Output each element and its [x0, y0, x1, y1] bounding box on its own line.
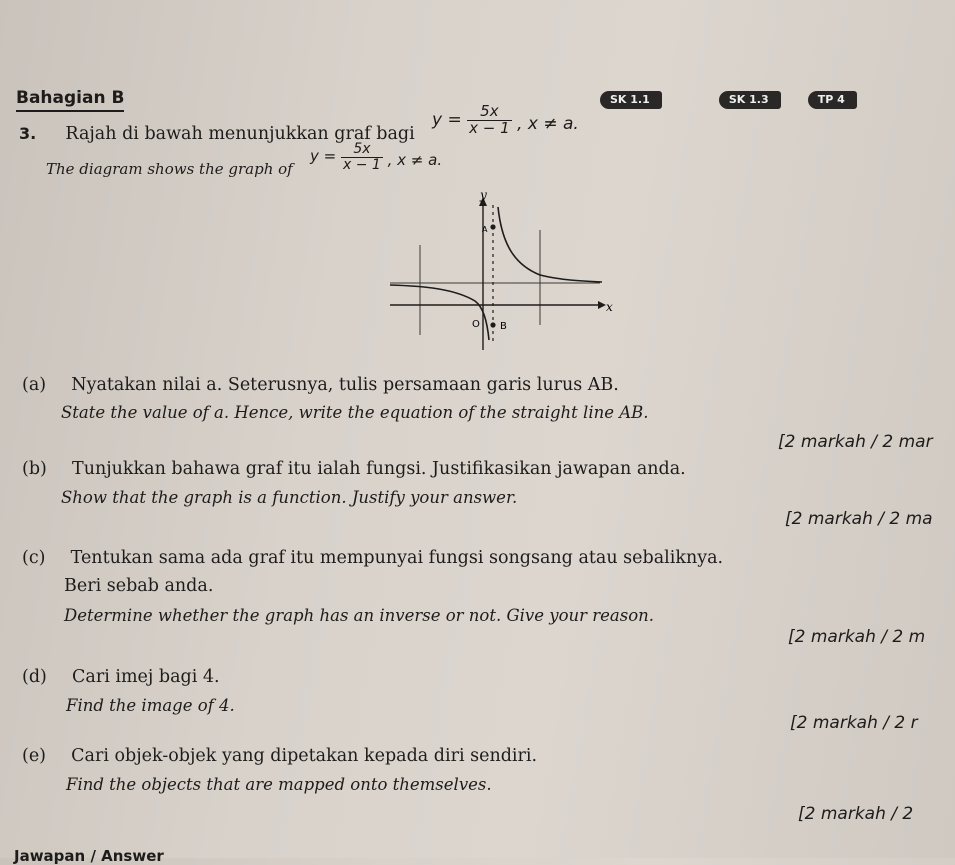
- equation-denominator: x − 1: [469, 118, 510, 137]
- part-a-english: State the value of a. Hence, write the equation of the straight line AB.: [61, 403, 649, 422]
- question-english-intro: The diagram shows the graph of: [46, 160, 293, 178]
- equation-english-fraction: [341, 142, 383, 172]
- part-e-malay-text: Cari objek-objek yang dipetakan kepada diri sendiri.: [71, 746, 538, 766]
- equation-english: [310, 142, 442, 172]
- part-a-malay: [22, 375, 619, 395]
- part-e-english: Find the objects that are mapped onto themselves.: [66, 775, 492, 794]
- question-number: 3.: [19, 124, 37, 143]
- section-title: Bahagian B: [16, 88, 124, 112]
- equation-english-condition: , x ≠ a.: [387, 151, 443, 170]
- part-c-malay: [22, 548, 723, 568]
- point-b: [490, 322, 495, 327]
- point-a: [490, 224, 495, 229]
- equation-lhs: y =: [432, 109, 462, 130]
- curve-right-branch: [498, 207, 602, 282]
- tag-tp4: TP 4: [808, 91, 857, 109]
- point-b-label: B: [500, 321, 507, 332]
- curve-left-branch: [390, 285, 489, 340]
- skill-tags: [600, 88, 869, 109]
- part-d-english: Find the image of 4.: [66, 696, 235, 715]
- part-e-marks: [2 markah / 2: [798, 804, 914, 824]
- answer-heading: Jawapan / Answer: [14, 847, 164, 865]
- part-b-label: (b): [22, 459, 47, 479]
- origin-label: O: [472, 319, 480, 330]
- y-axis-label: y: [480, 188, 487, 202]
- part-c-english: Determine whether the graph has an inverse or not. Give your reason.: [64, 606, 655, 625]
- x-axis-arrow: [598, 301, 606, 309]
- equation-english-lhs: y =: [310, 147, 337, 166]
- equation-numerator: 5x: [467, 104, 512, 121]
- equation-english-denominator: x − 1: [343, 156, 381, 173]
- part-b-marks: [2 markah / 2 ma: [785, 509, 933, 529]
- equation-english-numerator: 5x: [341, 142, 383, 158]
- equation-fraction: [467, 104, 512, 137]
- part-c-malay-text: Tentukan sama ada graf itu mempunyai fungsi songsang atau sebaliknya.: [70, 548, 724, 568]
- part-d-marks: [2 markah / 2 r: [790, 713, 918, 733]
- equation-condition: , x ≠ a.: [517, 113, 579, 134]
- part-a-label: (a): [22, 375, 47, 395]
- tag-sk13: SK 1.3: [719, 91, 781, 109]
- part-a-marks: [2 markah / 2 mar: [778, 432, 933, 452]
- part-c-malay-line2: Beri sebab anda.: [64, 576, 214, 596]
- point-a-label: A: [482, 225, 488, 234]
- part-c-label: (c): [22, 548, 46, 568]
- part-b-english: Show that the graph is a function. Justify your answer.: [61, 488, 518, 507]
- x-axis-label: x: [606, 300, 613, 314]
- question-malay-intro: Rajah di bawah menunjukkan graf bagi: [65, 124, 415, 144]
- part-c-marks: [2 markah / 2 m: [788, 627, 926, 647]
- part-d-malay-text: Cari imej bagi 4.: [72, 667, 220, 687]
- part-d-label: (d): [22, 667, 47, 687]
- function-graph: [380, 185, 620, 355]
- tag-sk11: SK 1.1: [600, 91, 662, 109]
- part-d-malay: [22, 667, 220, 687]
- part-a-malay-text: Nyatakan nilai a. Seterusnya, tulis persamaan garis lurus AB.: [71, 375, 619, 395]
- part-e-label: (e): [22, 746, 47, 766]
- part-b-malay-text: Tunjukkan bahawa graf itu ialah fungsi. Justifikasikan jawapan anda.: [72, 459, 686, 479]
- part-e-malay: [22, 746, 537, 766]
- equation-malay: [432, 104, 579, 137]
- part-b-malay: [22, 459, 686, 479]
